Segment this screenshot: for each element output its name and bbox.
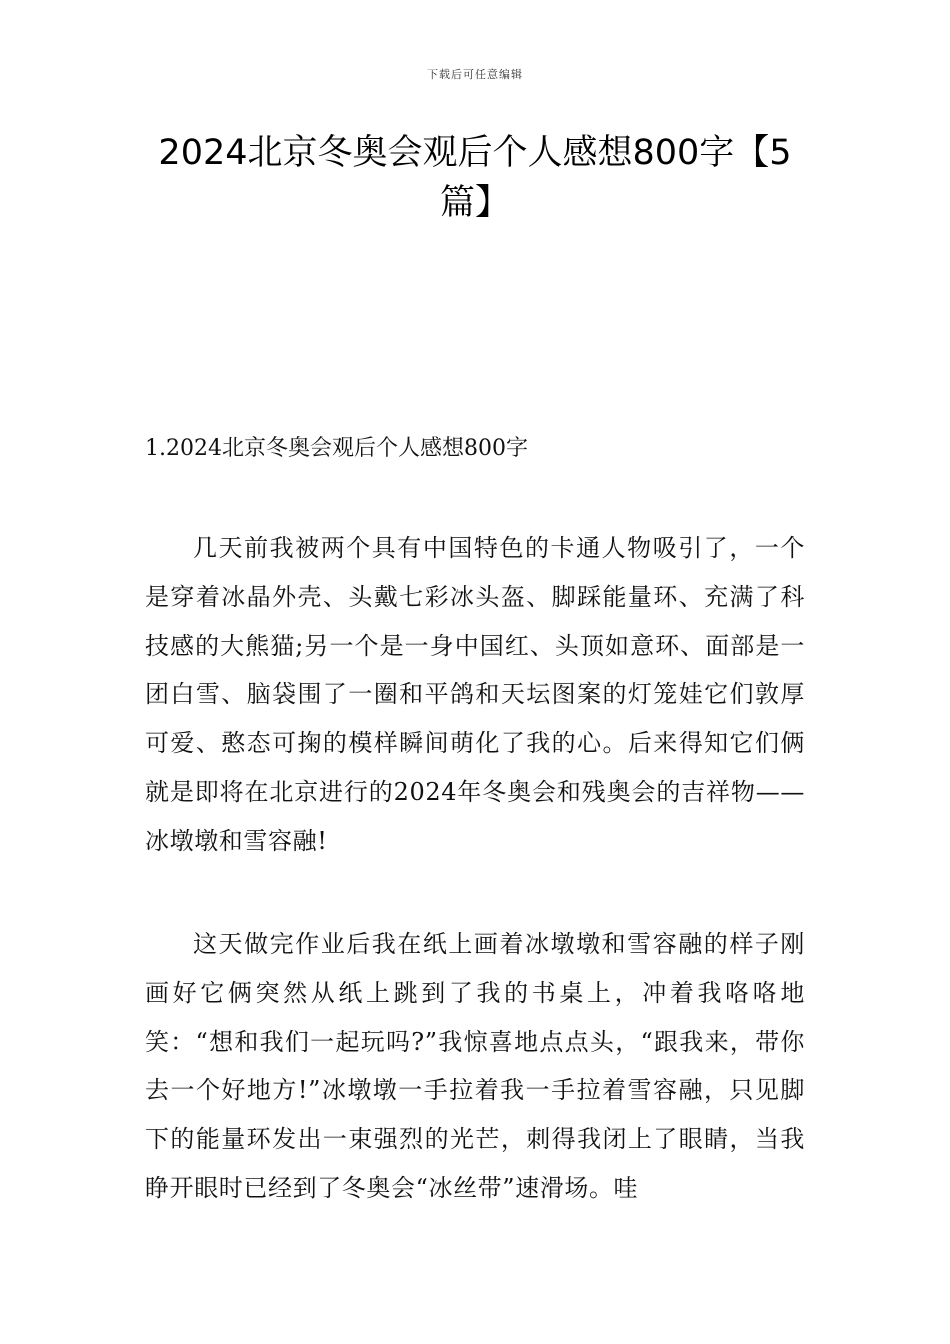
- body-paragraph: 这天做完作业后我在纸上画着冰墩墩和雪容融的样子刚画好它俩突然从纸上跳到了我的书桌上，冲着我咯咯地笑：“想和我们一起玩吗?”我惊喜地点点头，“跟我来，带你去一个好地方!”冰墩墩一手拉着我一手拉着雪容融，只见脚下的能量环发出一束强烈的光芒，刺得我闭上了眼睛，当我睁开眼时已经到了冬奥会“冰丝带”速滑场。哇: [145, 930, 805, 1202]
- document-title: 2024北京冬奥会观后个人感想800字【5篇】: [158, 133, 792, 223]
- body-paragraph: 几天前我被两个具有中国特色的卡通人物吸引了，一个是穿着冰晶外壳、头戴七彩冰头盔、脚踩能量环、充满了科技感的大熊猫;另一个是一身中国红、头顶如意环、面部是一团白雪、脑袋围了一圈和平鸽和天坛图案的灯笼娃它们敦厚可爱、憨态可掬的模样瞬间萌化了我的心。后来得知它们俩就是即将在北京进行的2024年冬奥会和残奥会的吉祥物——冰墩墩和雪容融!: [145, 534, 805, 855]
- header-note: 下载后可任意编辑: [427, 68, 523, 81]
- section-heading: 1.2024北京冬奥会观后个人感想800字: [145, 436, 528, 461]
